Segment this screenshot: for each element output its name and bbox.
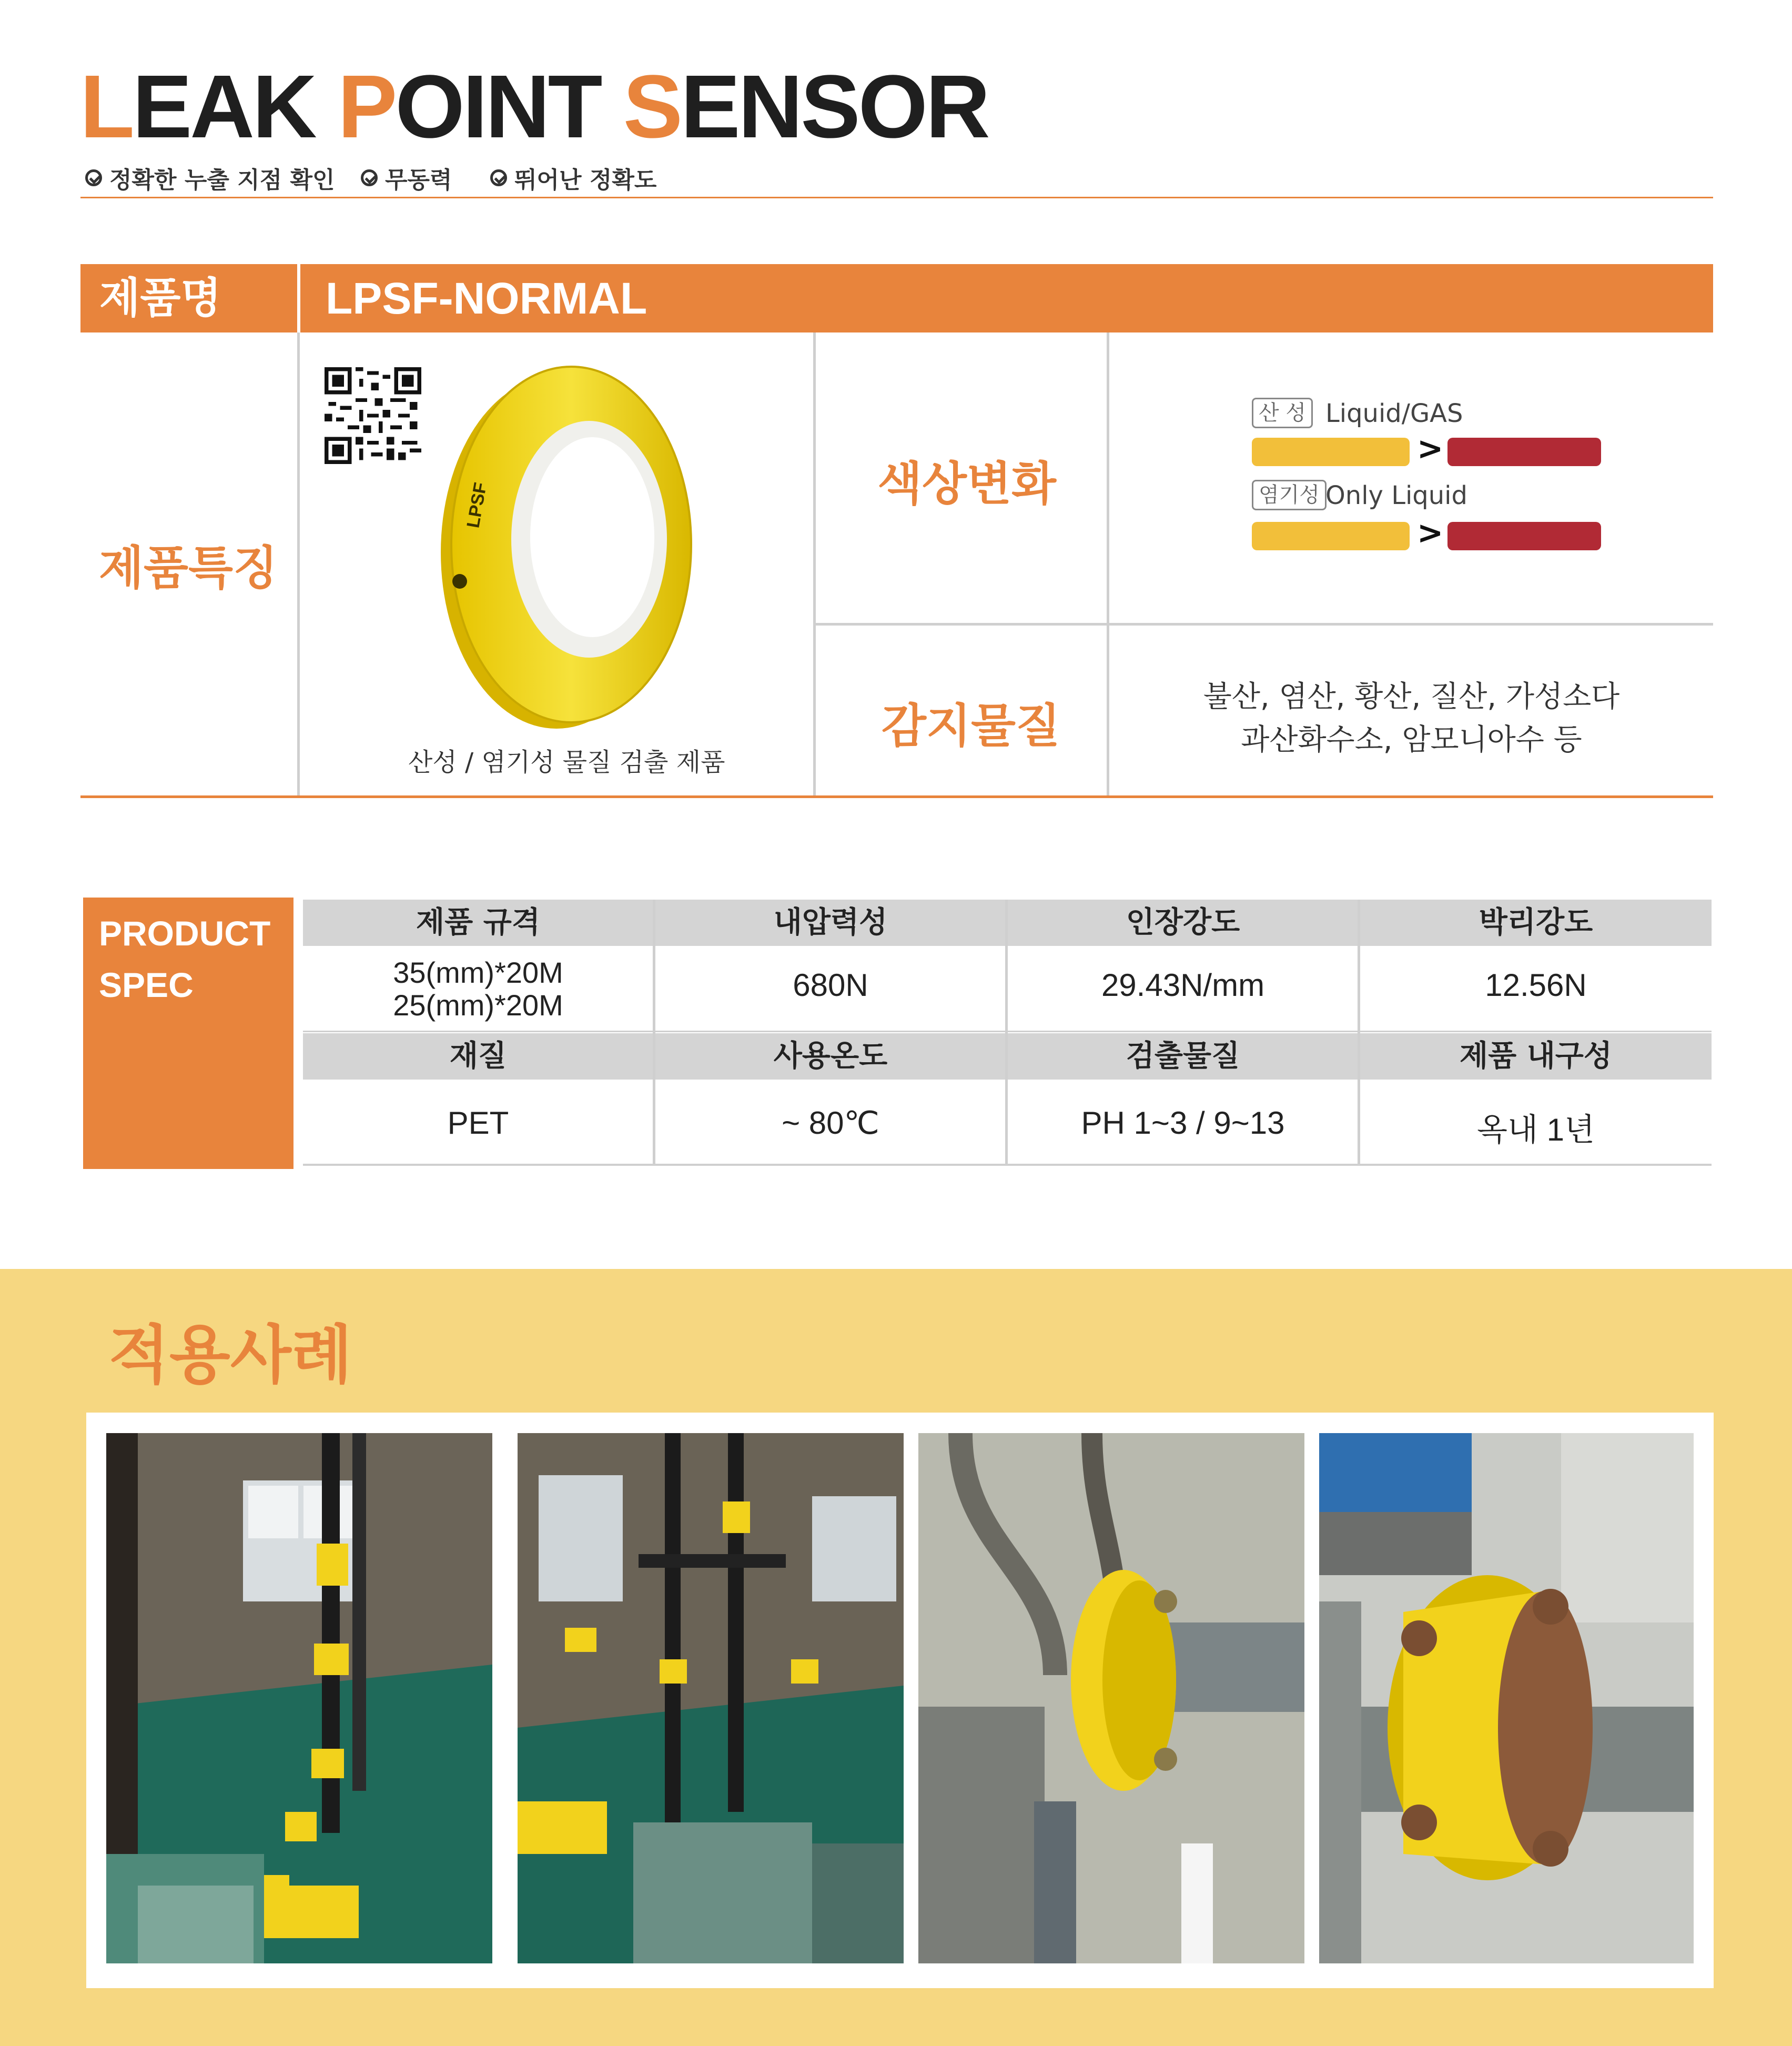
feature-section-label: 제품특징 <box>99 541 278 595</box>
spec-header: 내압력성 <box>655 900 1006 946</box>
spec-header: 제품 내구성 <box>1360 1033 1712 1080</box>
tape-roll-image <box>416 360 710 734</box>
spec-label-line: SPEC <box>99 965 194 1004</box>
base-tag: 염기성 <box>1252 480 1327 510</box>
size-option: 25(mm)*20M <box>393 989 563 1022</box>
base-after-swatch <box>1447 522 1601 550</box>
spec-header: 검출물질 <box>1008 1033 1358 1080</box>
spec-value-peel: 12.56N <box>1485 967 1587 1003</box>
case-photo-flange-tape <box>1319 1433 1694 1963</box>
case-photo-pump-line <box>518 1433 904 1963</box>
feature-item <box>361 161 452 195</box>
product-name-value: LPSF-NORMAL <box>326 274 647 323</box>
detection-line: 불산, 염산, 황산, 질산, 가성소다 <box>1203 680 1620 714</box>
color-change-label: 색상변화 <box>877 457 1057 511</box>
feature-item <box>490 161 656 195</box>
spec-header: 제품 규격 <box>303 900 653 946</box>
acid-before-swatch <box>1252 438 1410 466</box>
grid-line <box>653 900 655 1165</box>
acid-tag: 산 성 <box>1252 398 1313 428</box>
grid-line <box>813 332 816 798</box>
check-circle-icon <box>490 169 507 186</box>
spec-value-pressure: 680N <box>793 967 868 1003</box>
spec-value-size <box>303 956 653 1022</box>
spec-value-material: PET <box>447 1105 509 1141</box>
product-block-bottom-line <box>80 795 1713 798</box>
acid-condition: Liquid/GAS <box>1325 399 1463 428</box>
grid-line <box>1107 332 1109 798</box>
detection-label: 감지물질 <box>882 699 1061 753</box>
title-part-eak: EAK <box>132 57 338 157</box>
product-name-label: 제품명 <box>99 274 221 322</box>
grid-line <box>303 1031 1712 1032</box>
spec-value-temperature: ~ 80℃ <box>782 1105 879 1141</box>
title-part-ensor: ENSOR <box>681 57 988 157</box>
product-name-bar <box>80 264 1713 332</box>
spec-value-detect-range: PH 1~3 / 9~13 <box>1081 1105 1285 1141</box>
spec-label-line: PRODUCT <box>99 914 271 953</box>
product-spec-label <box>83 898 293 1169</box>
acid-after-swatch <box>1447 438 1601 466</box>
base-before-swatch <box>1252 522 1410 550</box>
page-title <box>80 57 988 157</box>
grid-line <box>1358 900 1360 1165</box>
grid-line <box>816 623 1713 626</box>
spec-value-tensile: 29.43N/mm <box>1101 967 1265 1003</box>
feature-label: 정확한 누출 지점 확인 <box>109 167 335 194</box>
header-divider <box>80 197 1713 198</box>
chevron-right-icon: > <box>1417 515 1444 551</box>
case-photo-factory-pipes <box>106 1433 492 1963</box>
name-bar-separator <box>297 264 300 332</box>
title-initial-l: L <box>80 57 133 157</box>
qr-code[interactable] <box>323 367 423 464</box>
product-image-caption: 산성 / 염기성 물질 검출 제품 <box>408 748 725 777</box>
grid-line <box>1005 900 1008 1165</box>
grid-line <box>297 332 300 798</box>
spec-header: 인장강도 <box>1008 900 1358 946</box>
case-photo-flange-closeup <box>918 1433 1304 1963</box>
feature-label: 뛰어난 정확도 <box>514 167 657 194</box>
title-initial-s: S <box>623 57 681 157</box>
title-part-oint: OINT <box>395 57 623 157</box>
grid-line <box>303 1164 1712 1166</box>
spec-header: 사용온도 <box>655 1033 1006 1080</box>
spec-header: 재질 <box>303 1033 653 1080</box>
title-initial-p: P <box>338 57 396 157</box>
check-circle-icon <box>361 169 378 186</box>
case-section-title: 적용사례 <box>108 1319 352 1392</box>
check-circle-icon <box>85 169 102 186</box>
spec-value-durability: 옥내 1년 <box>1477 1112 1595 1147</box>
size-option: 35(mm)*20M <box>393 956 563 989</box>
svg-text:LPSF: LPSF <box>463 481 491 530</box>
feature-label: 무동력 <box>385 167 452 194</box>
chevron-right-icon: > <box>1417 430 1444 467</box>
detection-substances <box>1110 676 1713 762</box>
base-condition: Only Liquid <box>1325 481 1467 510</box>
feature-item <box>85 161 335 195</box>
detection-line: 과산화수소, 암모니아수 등 <box>1241 723 1582 757</box>
spec-header: 박리강도 <box>1360 900 1712 946</box>
